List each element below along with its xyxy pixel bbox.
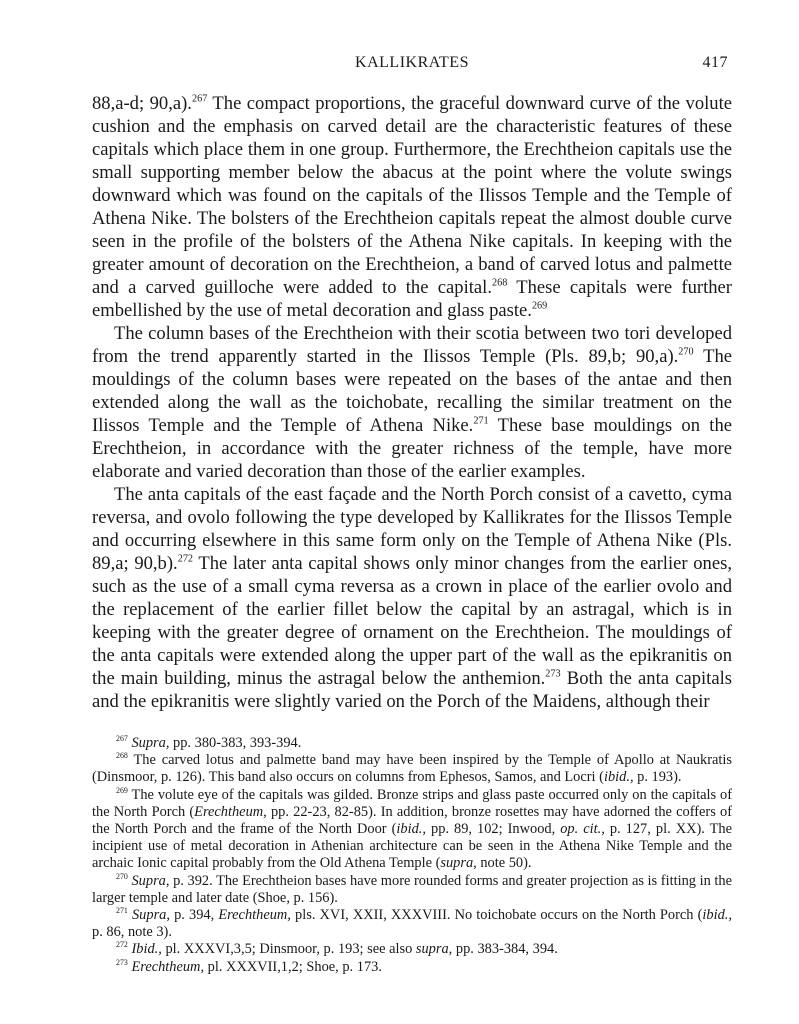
footnote-ref: 268 (116, 751, 128, 761)
italic-text: Erechtheum, (194, 803, 267, 820)
footnote (92, 907, 732, 941)
text-run: The volute eye of the capitals was gilded. Bronze strips and glass paste occurred only on the capitals of the North Porch ( (92, 786, 732, 820)
text-run: pp. 22-23, 82-85). In addition, bronze rosettes may have adorned the coffers of the North Porch and the frame of the North Door ( (92, 803, 732, 838)
book-page (92, 52, 732, 976)
italic-text: ibid., (603, 769, 634, 786)
text-run: p. 394, (169, 907, 219, 924)
italic-text: ibid., (702, 907, 733, 924)
footnote-ref: 273 (545, 668, 561, 680)
text-run: Both the anta capitals and the epikranitis were slightly varied on the Porch of the Maidens, although their (92, 668, 732, 712)
text-run: pp. 380-383, 393-394. (169, 735, 302, 751)
text-run: pl. XXXVII,1,2; Shoe, p. 173. (204, 958, 382, 975)
text-run: These capitals were further embellished by the use of metal decoration and glass paste. (92, 277, 732, 321)
footnote-ref: 270 (116, 871, 128, 881)
italic-text: supra, (440, 855, 477, 872)
italic-text: Ibid., (127, 941, 162, 958)
text-run: The column bases of the Erechtheion with their scotia between two tori developed from the trend apparently started in the Ilissos Temple (Pls. 89,b; 90,a). (92, 323, 732, 367)
italic-text: op. cit., (560, 821, 605, 838)
main-text (92, 92, 732, 713)
text-run: p. 392. The Erechtheion bases have more rounded forms and greater projection as is fitting in the larger temple and later date (Shoe, p. 156). (92, 872, 732, 906)
footnote (92, 752, 732, 786)
running-header (92, 52, 732, 78)
text-run: pp. 383-384, 394. (452, 941, 558, 958)
footnote-ref: 269 (116, 785, 128, 795)
footnote-ref: 268 (491, 277, 508, 289)
text-run: p. 193). (633, 769, 682, 786)
italic-text: supra, (415, 941, 453, 958)
text-run: The mouldings of the column bases were repeated on the bases of the antae and then extended along the wall as the toichobate, recalling the similar treatment on the Ilissos Temple and the Temple of Athena Nike. (92, 346, 732, 436)
text-run: The anta capitals of the east façade and the North Porch consist of a cavetto, cyma reversa, and ovolo following the type developed by Kallikrates for the Ilissos Temple and occurring elsewhere in this same form only on the Temple of Athena Nike (Pls. 89,a; 90,b). (92, 484, 732, 574)
footnote (92, 873, 732, 907)
paragraph (92, 322, 732, 483)
italic-text: Supra, (127, 872, 170, 889)
page-number: 417 (702, 54, 728, 71)
footnote-ref: 271 (116, 906, 128, 916)
footnote (92, 787, 732, 873)
footnote-ref: 267 (116, 734, 128, 744)
text-run: pls. XVI, XXII, XXXVIII. No toichobate occurs on the North Porch ( (290, 907, 703, 924)
italic-text: Supra, (127, 907, 170, 924)
text-run: The compact proportions, the graceful downward curve of the volute cushion and the emphasis on carved detail are the characteristic features of these capitals which place them in one group. Furthermore, the Erechtheion capitals use the small supporting member below the abacus at the point where the volute swings downward which was found on the capitals of the Ilissos Temple and the Temple of Athena Nike. The bolsters of the Erechtheion capitals repeat the almost double curve seen in the profile of the bolsters of the Athena Nike capitals. In keeping with the greater amount of decoration on the Erechtheion, a band of carved lotus and palmette and a carved guilloche were added to the capital. (92, 93, 733, 298)
text-run: pl. XXXVI,3,5; Dinsmoor, p. 193; see also (161, 941, 416, 958)
text-run: 88,a-d; 90,a). (92, 93, 192, 114)
text-run: The later anta capital shows only minor changes from the earlier ones, such as the use of a small cyma reversa as a crown in place of the earlier ovolo and the replacement of the earlier fillet below the capital by an astragal, which is in keeping with the greater degree of ornament on the Erechtheion. The mouldings of the anta capitals were extended along the upper part of the wall as the epikranitis on the main building, minus the astragal below the anthemion. (92, 553, 732, 689)
footnote-ref: 270 (678, 346, 694, 358)
running-title: KALLIKRATES (355, 54, 469, 71)
footnote-ref: 273 (116, 957, 128, 967)
paragraph (92, 92, 732, 322)
italic-text: Erechtheum, (218, 907, 291, 924)
italic-text: Erechtheum, (127, 958, 205, 975)
footnote-ref: 272 (116, 940, 128, 950)
footnote (92, 959, 732, 976)
italic-text: Supra, (127, 735, 170, 751)
footnote-ref: 271 (473, 415, 489, 427)
footnote-ref: 267 (191, 93, 208, 105)
text-run: These base mouldings on the Erechtheion, in accordance with the greater richness of the temple, have more elaborate and varied decoration than those of the earlier examples. (92, 415, 732, 482)
footnote (92, 941, 732, 958)
footnotes (92, 735, 732, 976)
footnote-ref: 269 (531, 300, 548, 312)
italic-text: ibid., (396, 821, 426, 838)
text-run: pp. 89, 102; Inwood, (425, 821, 561, 838)
text-run: note 50). (476, 855, 532, 872)
text-run: p. 127, pl. XX). The incipient use of metal decoration in Athenian architecture can be seen in the Athena Nike Temple and the archaic Ionic capital probably from the Old Athena Temple ( (92, 821, 732, 872)
text-run: p. 86, note 3). (92, 924, 172, 941)
footnote-ref: 272 (177, 553, 194, 565)
footnote (92, 735, 732, 752)
paragraph (92, 483, 732, 713)
text-run: The carved lotus and palmette band may have been inspired by the Temple of Apollo at Naukratis (Dinsmoor, p. 126). This band also occurs on columns from Ephesos, Samos, and Locri ( (92, 752, 732, 786)
